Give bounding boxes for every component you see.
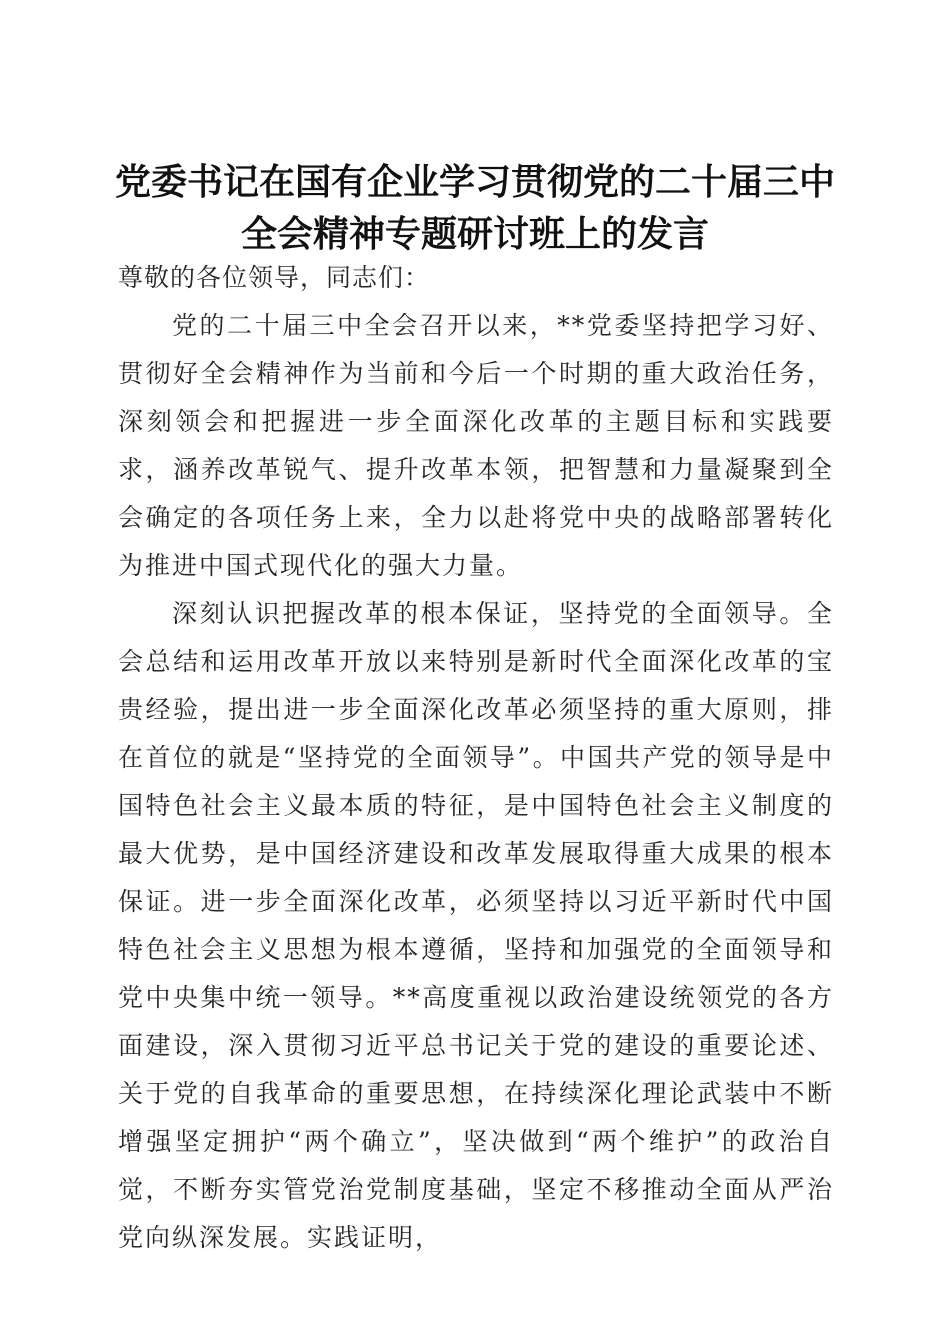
salutation: 尊敬的各位领导，同志们： [118,263,431,292]
title-line-1: 党委书记在国有企业学习贯彻党的二十届三中 [114,161,835,204]
paragraph-2: 深刻认识把握改革的根本保证，坚持党的全面领导。全会总结和运用改革开放以来特别是新时代全面深化改革的宝贵经验，提出进一步全面深化改革必须坚持的重大原则，排在首位的就是“坚持党的全面领导”。中国共产党的领导是中国特色社会主义最本质的特征，是中国特色社会主义制度的最大优势，是中国经济建设和改革发展取得重大成果的根本保证。进一步全面深化改革，必须坚持以习近平新时代中国特色社会主义思想为根本遵循，坚持和加强党的全面领导和党中央集中统一领导。**高度重视以政治建设统领党的各方面建设，深入贯彻习近平总书记关于党的建设的重要论述、关于党的自我革命的重要思想，在持续深化理论武装中不断增强坚定拥护“两个确立”，坚决做到“两个维护”的政治自觉，不断夯实管党治党制度基础，坚定不移推动全面从严治党向纵深发展。实践证明， [118,599,834,1252]
title-line-2: 全会精神专题研讨班上的发言 [240,213,709,256]
paragraph-1: 党的二十届三中全会召开以来，**党委坚持把学习好、贯彻好全会精神作为当前和今后一个时期的重大政治任务，深刻领会和把握进一步全面深化改革的主题目标和实践要求，涵养改革锐气、提升改革本领，把智慧和力量凝聚到全会确定的各项任务上来，全力以赴将党中央的战略部署转化为推进中国式现代化的强大力量。 [118,311,834,580]
document-body [118,254,834,1262]
document-title [100,156,850,260]
